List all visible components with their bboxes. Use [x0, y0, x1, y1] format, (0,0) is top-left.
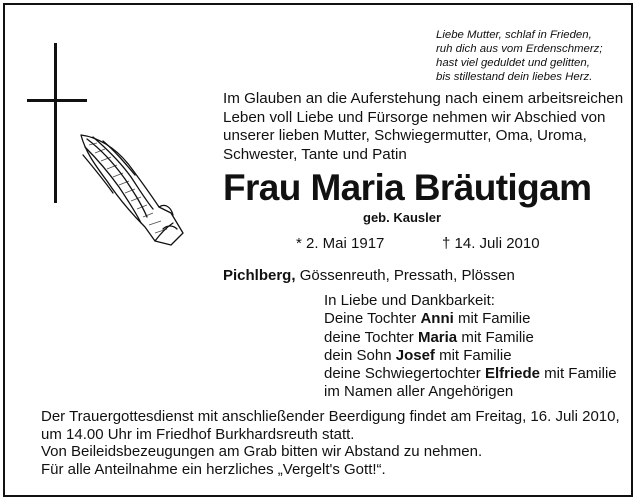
mourner-text: In Liebe und Dankbarkeit:: [324, 292, 495, 309]
mourners-list: [324, 292, 617, 402]
funeral-info-line: Von Beileidsbezeugungen am Grab bitten wir Abstand zu nehmen.: [41, 443, 483, 461]
intro-text: [223, 90, 623, 164]
mourner-text: deine Tochter: [324, 328, 418, 346]
intro-line: Im Glauben an die Auferstehung nach einem arbeitsreichen: [223, 90, 624, 107]
mourner-line: [324, 347, 617, 365]
poem-line: ruh dich aus vom Erdenschmerz;: [436, 43, 603, 55]
intro-line: unserer lieben Mutter, Schwiegermutter, Oma, Uroma,: [223, 127, 587, 145]
mourner-line: [324, 329, 617, 347]
funeral-info-line: Der Trauergottesdienst mit anschließender Beerdigung findet am Freitag, 16. Juli 2010,: [41, 408, 620, 425]
mourner-text: dein Sohn: [324, 346, 396, 364]
death-date: † 14. Juli 2010: [442, 235, 540, 252]
poem-line: bis stillestand dein liebes Herz.: [436, 71, 593, 83]
obituary-frame: [3, 3, 633, 497]
mourner-text: mit Familie: [539, 365, 617, 383]
mourner-line: [324, 365, 617, 383]
mourner-name: Josef: [395, 346, 435, 364]
mourner-line: [324, 292, 617, 310]
mourner-text: deine Schwiegertochter: [324, 365, 485, 383]
poem: [436, 28, 603, 84]
mourner-name: Elfriede: [484, 365, 540, 383]
poem-line: hast viel geduldet und gelitten,: [436, 57, 590, 69]
mourner-text: Deine Tochter: [324, 310, 421, 328]
birth-date: * 2. Mai 1917: [296, 235, 385, 252]
mourner-name: Maria: [417, 328, 458, 346]
mourner-text: im Namen aller Angehörigen: [324, 383, 514, 401]
mourner-line: [324, 310, 617, 328]
mourner-text: mit Familie: [434, 346, 512, 364]
mourner-text: mit Familie: [453, 310, 531, 328]
place-others: Gössenreuth, Pressath, Plössen: [295, 267, 515, 284]
intro-line: Leben voll Liebe und Fürsorge nehmen wir Abschied von: [223, 108, 606, 126]
place-main: Pichlberg,: [223, 267, 296, 284]
deceased-name: Frau Maria Bräutigam: [223, 167, 592, 208]
intro-line: Schwester, Tante und Patin: [223, 145, 407, 163]
places: [223, 267, 515, 284]
funeral-info-line: um 14.00 Uhr im Friedhof Burkhardsreuth statt.: [41, 425, 355, 443]
praying-hands-icon: [75, 129, 187, 247]
funeral-info-line: Für alle Anteilnahme ein herzliches „Vergelt's Gott!“.: [41, 460, 386, 478]
mourner-text: mit Familie: [457, 328, 534, 346]
mourner-name: Anni: [420, 310, 454, 328]
poem-line: Liebe Mutter, schlaf in Frieden,: [436, 29, 592, 41]
maiden-name: geb. Kausler: [363, 210, 442, 225]
mourner-line: [324, 383, 617, 401]
funeral-info: [41, 408, 620, 478]
